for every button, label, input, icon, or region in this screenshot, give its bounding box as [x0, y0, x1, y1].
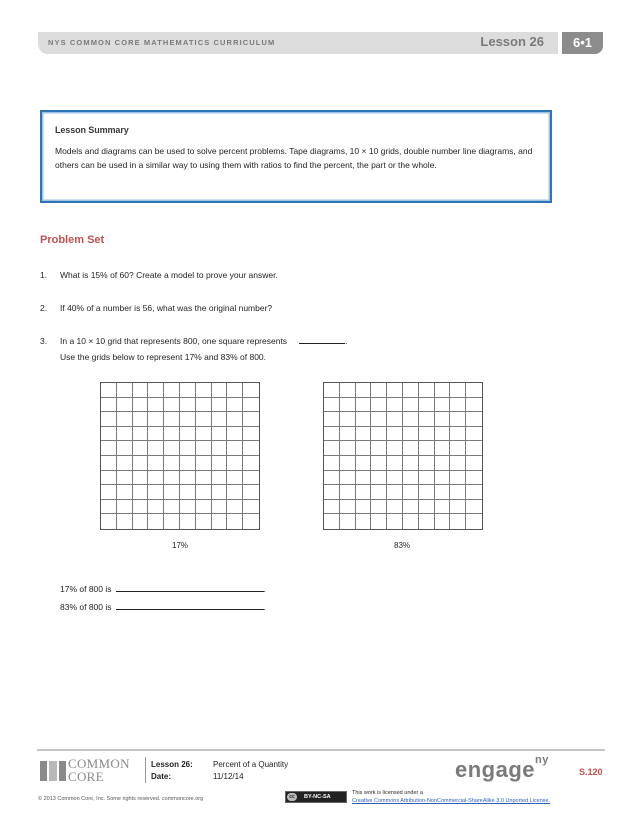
grid-square[interactable] [387, 398, 403, 413]
grid-square[interactable] [133, 441, 149, 456]
brand-name: engage [455, 757, 536, 782]
grid-square[interactable] [403, 427, 419, 442]
grid-square[interactable] [196, 412, 212, 427]
grid-square[interactable] [148, 383, 164, 398]
grid-square[interactable] [227, 412, 243, 427]
grid-square[interactable] [117, 441, 133, 456]
grid-square[interactable] [450, 485, 466, 500]
summary-text: Models and diagrams can be used to solve percent problems. Tape diagrams, 10 × 10 grids, double number line diagrams, and others can be used in a similar way to using them with ratios to find the percent, the part or the whole. [55, 146, 533, 170]
date-value: 11/12/14 [213, 772, 244, 781]
grid-square[interactable] [435, 441, 451, 456]
grid-square[interactable] [450, 383, 466, 398]
grid-square[interactable] [164, 485, 180, 500]
grid-square[interactable] [371, 471, 387, 486]
question-number: 1. [40, 270, 48, 280]
grid-square[interactable] [356, 514, 372, 529]
grid-square[interactable] [148, 398, 164, 413]
grid-square[interactable] [212, 412, 228, 427]
grid-square[interactable] [466, 398, 482, 413]
grid-square[interactable] [450, 441, 466, 456]
grid-square[interactable] [164, 471, 180, 486]
question-3-instruction: Use the grids below to represent 17% and 83% of 800. [60, 352, 267, 362]
grid-square[interactable] [196, 441, 212, 456]
grid-square[interactable] [133, 485, 149, 500]
grid-square[interactable] [340, 485, 356, 500]
grid-square[interactable] [356, 456, 372, 471]
grid-square[interactable] [435, 485, 451, 500]
grid-square[interactable] [356, 383, 372, 398]
grid-square[interactable] [101, 427, 117, 442]
grid-square[interactable] [435, 514, 451, 529]
question-number: 2. [40, 303, 48, 313]
answer-period: . [263, 584, 266, 594]
grid-square[interactable] [466, 500, 482, 515]
grid-square[interactable] [212, 485, 228, 500]
grid-square[interactable] [180, 398, 196, 413]
grid-square[interactable] [148, 412, 164, 427]
footer-vertical-divider [145, 757, 146, 783]
grid-square[interactable] [466, 412, 482, 427]
grid-square[interactable] [227, 514, 243, 529]
grid-square[interactable] [466, 514, 482, 529]
grid-square[interactable] [324, 441, 340, 456]
grid-square[interactable] [101, 456, 117, 471]
grid-square[interactable] [403, 514, 419, 529]
grid-square[interactable] [101, 471, 117, 486]
grid-square[interactable] [435, 398, 451, 413]
grid-square[interactable] [243, 456, 259, 471]
question-2 [40, 303, 272, 313]
grid-square[interactable] [148, 441, 164, 456]
grid-square[interactable] [227, 485, 243, 500]
grid-square[interactable] [340, 427, 356, 442]
grid-square[interactable] [435, 500, 451, 515]
grid-square[interactable] [466, 441, 482, 456]
grid-square[interactable] [419, 441, 435, 456]
grid-square[interactable] [101, 514, 117, 529]
logo-line-2: CORE [68, 769, 104, 784]
question-text: In a 10 × 10 grid that represents 800, one square represents [60, 336, 288, 346]
license-text: This work is licensed under a [352, 790, 423, 796]
grid-square[interactable] [117, 383, 133, 398]
grid-square[interactable] [387, 427, 403, 442]
grid-square[interactable] [180, 441, 196, 456]
grid-square[interactable] [180, 412, 196, 427]
grid-square[interactable] [196, 500, 212, 515]
grid-square[interactable] [324, 383, 340, 398]
grid-label-17: 17% [172, 541, 189, 550]
grid-square[interactable] [340, 500, 356, 515]
grid-square[interactable] [164, 412, 180, 427]
grid-square[interactable] [387, 500, 403, 515]
grid-square[interactable] [148, 500, 164, 515]
brand-sup: ny [535, 754, 549, 766]
grid-square[interactable] [419, 471, 435, 486]
grid-square[interactable] [435, 383, 451, 398]
grid-square[interactable] [371, 383, 387, 398]
grid-square[interactable] [403, 412, 419, 427]
grid-square[interactable] [117, 412, 133, 427]
grid-square[interactable] [101, 500, 117, 515]
lesson-title: Lesson 26 [480, 34, 544, 49]
grid-square[interactable] [196, 456, 212, 471]
grid-square[interactable] [196, 514, 212, 529]
grid-square[interactable] [243, 427, 259, 442]
question-text: If 40% of a number is 56, what was the original number? [60, 303, 273, 313]
grid-square[interactable] [450, 398, 466, 413]
answer-blank[interactable] [116, 601, 264, 610]
cc-badge-text: BY-NC-SA [304, 794, 331, 800]
grid-square[interactable] [387, 471, 403, 486]
grid-square[interactable] [101, 398, 117, 413]
grid-square[interactable] [148, 471, 164, 486]
grid-square[interactable] [196, 471, 212, 486]
grid-square[interactable] [371, 485, 387, 500]
grid-square[interactable] [356, 427, 372, 442]
grid-square[interactable] [387, 514, 403, 529]
grid-square[interactable] [466, 427, 482, 442]
grid-square[interactable] [403, 500, 419, 515]
grid-square[interactable] [371, 500, 387, 515]
grid-square[interactable] [101, 383, 117, 398]
grid-square[interactable] [371, 441, 387, 456]
grid-square[interactable] [133, 427, 149, 442]
grid-square[interactable] [180, 514, 196, 529]
grid-square[interactable] [148, 456, 164, 471]
grid-square[interactable] [148, 427, 164, 442]
grid-square[interactable] [133, 412, 149, 427]
grid-label-83: 83% [394, 541, 411, 550]
grid-square[interactable] [212, 398, 228, 413]
grid-square[interactable] [466, 383, 482, 398]
grid-square[interactable] [180, 485, 196, 500]
grid-square[interactable] [324, 485, 340, 500]
grid-square[interactable] [356, 471, 372, 486]
answer-prompt: 83% of 800 is [60, 602, 112, 612]
grid-square[interactable] [101, 485, 117, 500]
grid-square[interactable] [371, 427, 387, 442]
grid-square[interactable] [419, 398, 435, 413]
grid-square[interactable] [227, 500, 243, 515]
grid-square[interactable] [356, 500, 372, 515]
grid-square[interactable] [243, 412, 259, 427]
grid-square[interactable] [212, 456, 228, 471]
grid-square[interactable] [164, 514, 180, 529]
grid-square[interactable] [403, 441, 419, 456]
grid-square[interactable] [435, 456, 451, 471]
grid-square[interactable] [133, 500, 149, 515]
grid-square[interactable] [227, 456, 243, 471]
grid-square[interactable] [117, 514, 133, 529]
grid-square[interactable] [212, 514, 228, 529]
grid-square[interactable] [356, 412, 372, 427]
page-number: S.120 [579, 767, 603, 777]
grid-square[interactable] [117, 485, 133, 500]
grid-square[interactable] [387, 412, 403, 427]
grid-square[interactable] [324, 398, 340, 413]
grid-square[interactable] [324, 514, 340, 529]
grid-square[interactable] [212, 383, 228, 398]
answer-prompt: 17% of 800 is [60, 584, 112, 594]
grid-square[interactable] [164, 456, 180, 471]
grid-square[interactable] [133, 471, 149, 486]
common-core-logo [40, 757, 135, 785]
grid-square[interactable] [212, 500, 228, 515]
grid-square[interactable] [340, 441, 356, 456]
grid-square[interactable] [227, 471, 243, 486]
grid-square[interactable] [403, 383, 419, 398]
grid-square[interactable] [419, 427, 435, 442]
grid-square[interactable] [450, 412, 466, 427]
answer-blank[interactable] [299, 335, 348, 346]
answer-83-line [60, 601, 266, 612]
grid-square[interactable] [227, 427, 243, 442]
grid-square[interactable] [324, 500, 340, 515]
grid-square[interactable] [227, 398, 243, 413]
grid-square[interactable] [117, 398, 133, 413]
grid-square[interactable] [450, 500, 466, 515]
lesson-summary-box [40, 110, 552, 203]
answer-17-line [60, 583, 266, 594]
lesson-name: Percent of a Quantity [213, 760, 289, 769]
grid-square[interactable] [243, 514, 259, 529]
grid-square[interactable] [419, 500, 435, 515]
grid-square[interactable] [371, 412, 387, 427]
grid-square[interactable] [419, 383, 435, 398]
grid-square[interactable] [356, 485, 372, 500]
grid-square[interactable] [387, 485, 403, 500]
grid-square[interactable] [243, 398, 259, 413]
grid-square[interactable] [133, 514, 149, 529]
grid-square[interactable] [180, 456, 196, 471]
grid-square[interactable] [371, 398, 387, 413]
grid-square[interactable] [387, 383, 403, 398]
grid-square[interactable] [243, 500, 259, 515]
grid-square[interactable] [164, 383, 180, 398]
grid-square[interactable] [340, 471, 356, 486]
grid-square[interactable] [227, 441, 243, 456]
page-header [38, 32, 603, 54]
grid-square[interactable] [340, 398, 356, 413]
footer-divider [37, 749, 605, 751]
grid-square[interactable] [117, 500, 133, 515]
grid-square[interactable] [148, 514, 164, 529]
grid-square[interactable] [133, 383, 149, 398]
grid-square[interactable] [212, 427, 228, 442]
grid-square[interactable] [164, 427, 180, 442]
grid-square[interactable] [403, 456, 419, 471]
summary-title: Lesson Summary [55, 125, 129, 135]
cc-license-badge[interactable] [285, 791, 347, 803]
grid-square[interactable] [371, 456, 387, 471]
question-1 [40, 270, 278, 280]
grid-square[interactable] [450, 514, 466, 529]
grid-square[interactable] [133, 398, 149, 413]
grid-square[interactable] [196, 427, 212, 442]
grid-square[interactable] [180, 383, 196, 398]
curriculum-title: NYS COMMON CORE MATHEMATICS CURRICULUM [48, 38, 276, 47]
question-3 [40, 335, 347, 346]
grid-square[interactable] [403, 471, 419, 486]
logo-line-1: COMMON [68, 756, 130, 771]
answer-period: . [263, 602, 266, 612]
grid-square[interactable] [387, 456, 403, 471]
grid-square[interactable] [101, 412, 117, 427]
grid-square[interactable] [180, 471, 196, 486]
grid-square[interactable] [117, 471, 133, 486]
logo-mark-icon [40, 761, 66, 781]
grid-square[interactable] [387, 441, 403, 456]
grid-square[interactable] [117, 427, 133, 442]
grid-square[interactable] [133, 456, 149, 471]
grid-square[interactable] [164, 500, 180, 515]
grid-square[interactable] [196, 383, 212, 398]
grid-square[interactable] [243, 441, 259, 456]
license-link[interactable]: Creative Commons Attribution-NonCommercial-ShareAlike 3.0 Unported License. [352, 798, 551, 804]
question-text: What is 15% of 60? Create a model to prove your answer. [60, 270, 278, 280]
grid-square[interactable] [403, 398, 419, 413]
module-tab: 6•1 [562, 32, 603, 54]
grid-square[interactable] [435, 427, 451, 442]
grid-square[interactable] [324, 412, 340, 427]
grid-square[interactable] [227, 383, 243, 398]
answer-blank[interactable] [116, 583, 264, 592]
grid-square[interactable] [356, 398, 372, 413]
grid-square[interactable] [466, 456, 482, 471]
grid-square[interactable] [371, 514, 387, 529]
grid-square[interactable] [196, 485, 212, 500]
grid-square[interactable] [450, 456, 466, 471]
grid-square[interactable] [340, 383, 356, 398]
grid-square[interactable] [419, 514, 435, 529]
grid-square[interactable] [419, 412, 435, 427]
grid-square[interactable] [466, 471, 482, 486]
grid-square[interactable] [180, 427, 196, 442]
grid-square[interactable] [212, 471, 228, 486]
engageny-logo [455, 754, 549, 783]
header-bar [38, 32, 558, 54]
grid-square[interactable] [324, 427, 340, 442]
grid-square[interactable] [419, 456, 435, 471]
grid-square[interactable] [148, 485, 164, 500]
copyright: © 2013 Common Core, Inc. Some rights reserved. commoncore.org [38, 796, 204, 802]
grid-square[interactable] [403, 485, 419, 500]
grid-square[interactable] [356, 441, 372, 456]
hundred-grid-17[interactable] [100, 382, 260, 530]
grid-square[interactable] [243, 485, 259, 500]
grid-square[interactable] [340, 456, 356, 471]
grid-square[interactable] [340, 412, 356, 427]
cc-icon: cc [287, 793, 297, 801]
grid-square[interactable] [324, 471, 340, 486]
hundred-grid-83[interactable] [323, 382, 483, 530]
grid-square[interactable] [466, 485, 482, 500]
grid-square[interactable] [435, 471, 451, 486]
logo-text [68, 757, 130, 783]
grid-square[interactable] [117, 456, 133, 471]
grid-square[interactable] [419, 485, 435, 500]
date-label: Date: [151, 772, 172, 781]
question-end: . [345, 336, 348, 346]
question-number: 3. [40, 336, 48, 346]
grid-square[interactable] [243, 471, 259, 486]
problem-set-title: Problem Set [40, 234, 105, 246]
grid-square[interactable] [324, 456, 340, 471]
grid-square[interactable] [164, 398, 180, 413]
grid-square[interactable] [340, 514, 356, 529]
grid-square[interactable] [101, 441, 117, 456]
grid-square[interactable] [435, 412, 451, 427]
lesson-label: Lesson 26: [151, 760, 193, 769]
grid-square[interactable] [164, 441, 180, 456]
grid-square[interactable] [450, 427, 466, 442]
grid-square[interactable] [180, 500, 196, 515]
grid-square[interactable] [450, 471, 466, 486]
grid-square[interactable] [243, 383, 259, 398]
grid-square[interactable] [212, 441, 228, 456]
grid-square[interactable] [196, 398, 212, 413]
